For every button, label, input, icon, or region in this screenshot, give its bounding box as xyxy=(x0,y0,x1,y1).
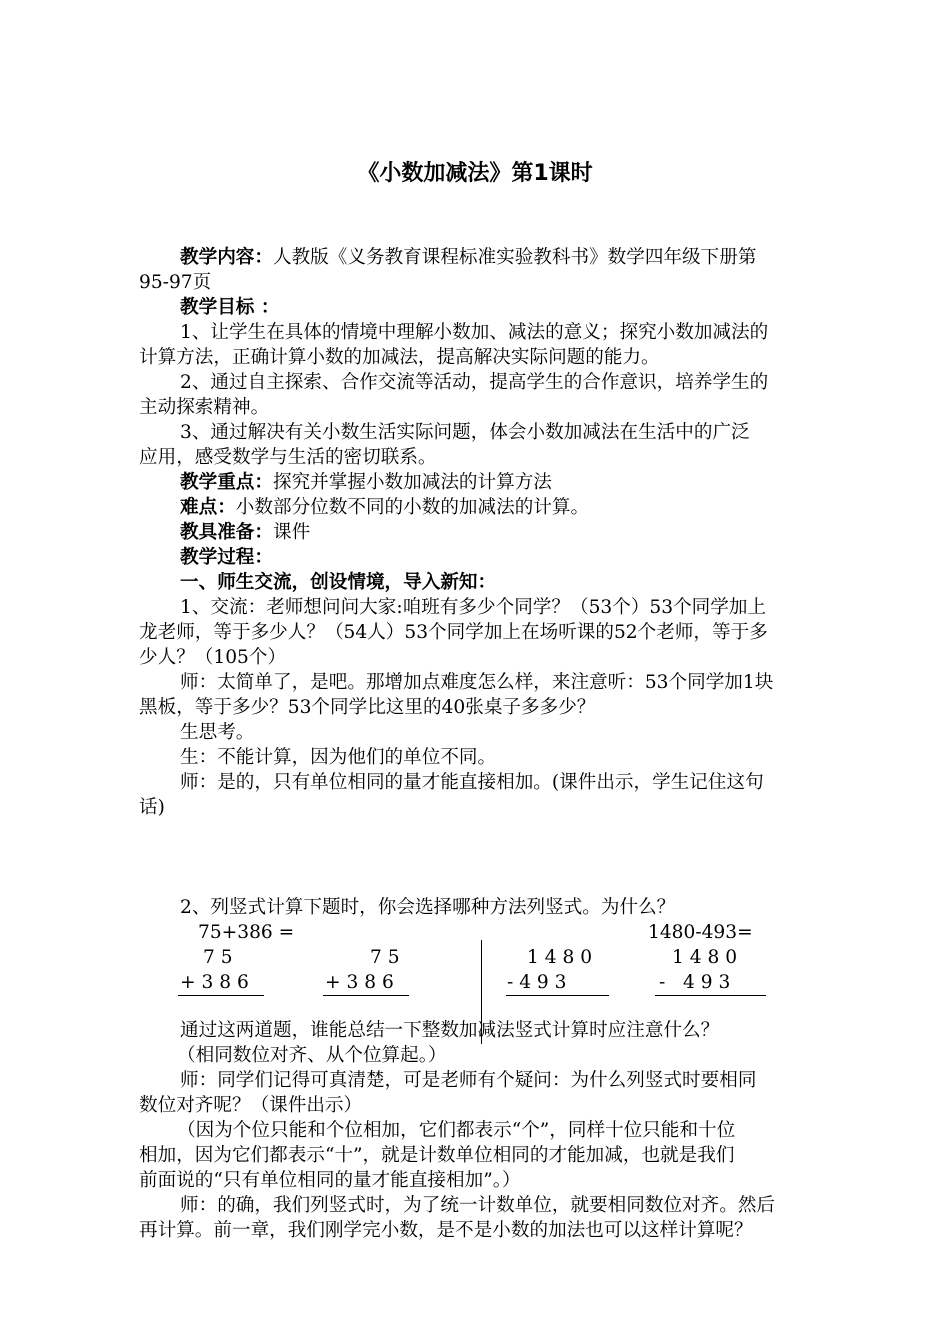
materials xyxy=(180,521,870,545)
subtraction-a-top: 1 4 8 0 xyxy=(527,947,593,968)
addition-a-bottom: + 3 8 6 xyxy=(180,972,249,993)
materials-text: 课件 xyxy=(272,522,311,543)
goal-1-line-2: 计算方法，正确计算小数的加减法，提高解决实际问题的能力。 xyxy=(139,347,660,368)
addition-a-underline xyxy=(178,995,264,996)
paragraph-5-line-2: 话) xyxy=(139,797,165,818)
paragraph-1-line-1: 1、交流：老师想问问大家:咱班有多少个同学？（53个）53个同学加上 xyxy=(180,597,767,618)
goal-3-line-2: 应用，感受数学与生活的密切联系。 xyxy=(139,447,437,468)
key-point xyxy=(180,471,870,495)
addition-b-underline xyxy=(323,995,409,996)
teaching-content-cont: 95-97页 xyxy=(139,272,212,293)
paragraph-3: 生思考。 xyxy=(180,722,255,743)
paragraph-1-line-2: 龙老师，等于多少人？（54人）53个同学加上在场听课的52个老师，等于多 xyxy=(139,622,768,643)
paragraph-1-line-3: 少人？（105个） xyxy=(139,647,287,668)
teaching-content-label: 教学内容： xyxy=(180,247,273,268)
paragraph-10-line-1: 师：的确，我们列竖式时，为了统一计数单位，就要相同数位对齐。然后 xyxy=(180,1195,776,1216)
goal-1-line-1: 1、让学生在具体的情境中理解小数加、减法的意义；探究小数加减法的 xyxy=(180,322,769,343)
subtraction-b-bottom: - 4 9 3 xyxy=(659,972,731,993)
paragraph-2-line-2: 黑板，等于多少？53个同学比这里的40张桌子多多少？ xyxy=(139,697,596,718)
difficulty xyxy=(180,496,870,520)
goal-2-line-2: 主动探索精神。 xyxy=(139,397,270,418)
teaching-content-text: 人教版《义务教育课程标准实验教科书》数学四年级下册第 xyxy=(272,247,757,268)
key-point-label: 教学重点： xyxy=(180,472,273,493)
paragraph-4: 生：不能计算，因为他们的单位不同。 xyxy=(180,747,497,768)
section-1-heading: 一、师生交流，创设情境，导入新知： xyxy=(180,572,497,593)
goal-2-line-1: 2、通过自主探索、合作交流等活动，提高学生的合作意识，培养学生的 xyxy=(180,372,769,393)
teaching-goals-label: 教学目标 ： xyxy=(180,297,280,318)
equation-addition: 75+386 = xyxy=(198,922,295,943)
difficulty-text: 小数部分位数不同的小数的加减法的计算。 xyxy=(235,497,590,518)
subtraction-b-underline xyxy=(655,995,766,996)
addition-a-top: 7 5 xyxy=(203,947,233,968)
difficulty-label: 难点： xyxy=(180,497,236,518)
paragraph-9-line-2: 相加，因为它们都表示“十”，就是计数单位相同的才能加减，也就是我们 xyxy=(139,1145,735,1166)
addition-b-bottom: + 3 8 6 xyxy=(325,972,394,993)
paragraph-8-line-2: 数位对齐呢？（课件出示） xyxy=(139,1095,363,1116)
materials-label: 教具准备： xyxy=(180,522,273,543)
paragraph-8-line-1: 师：同学们记得可真清楚，可是老师有个疑问：为什么列竖式时要相同 xyxy=(180,1070,757,1091)
subtraction-a-underline xyxy=(506,995,609,996)
paragraph-6: 通过这两道题，谁能总结一下整数加减法竖式计算时应注意什么？ xyxy=(180,1020,720,1041)
key-point-text: 探究并掌握小数加减法的计算方法 xyxy=(272,472,552,493)
question-2: 2、列竖式计算下题时，你会选择哪种方法列竖式。为什么？ xyxy=(180,897,676,918)
subtraction-a-bottom: - 4 9 3 xyxy=(507,972,567,993)
equation-subtraction: 1480-493= xyxy=(648,922,753,943)
paragraph-9-line-1: （因为个位只能和个位相加，它们都表示“个”，同样十位只能和十位 xyxy=(177,1120,736,1141)
paragraph-7: （相同数位对齐、从个位算起。） xyxy=(177,1045,447,1066)
subtraction-b-top: 1 4 8 0 xyxy=(672,947,738,968)
process-label: 教学过程： xyxy=(180,547,273,568)
teaching-content xyxy=(180,246,870,270)
paragraph-5-line-1: 师：是的，只有单位相同的量才能直接相加。(课件出示，学生记住这句 xyxy=(180,772,764,793)
paragraph-10-line-2: 再计算。前一章，我们刚学完小数，是不是小数的加法也可以这样计算呢？ xyxy=(139,1220,753,1241)
paragraph-2-line-1: 师：太简单了，是吧。那增加点难度怎么样，来注意听：53个同学加1块 xyxy=(180,672,774,693)
addition-b-top: 7 5 xyxy=(370,947,400,968)
document-title: 《小数加减法》第1课时 xyxy=(357,161,593,186)
paragraph-9-line-3: 前面说的“只有单位相同的量才能直接相加”。） xyxy=(139,1170,521,1191)
goal-3-line-1: 3、通过解决有关小数生活实际问题，体会小数加减法在生活中的广泛 xyxy=(180,422,750,443)
